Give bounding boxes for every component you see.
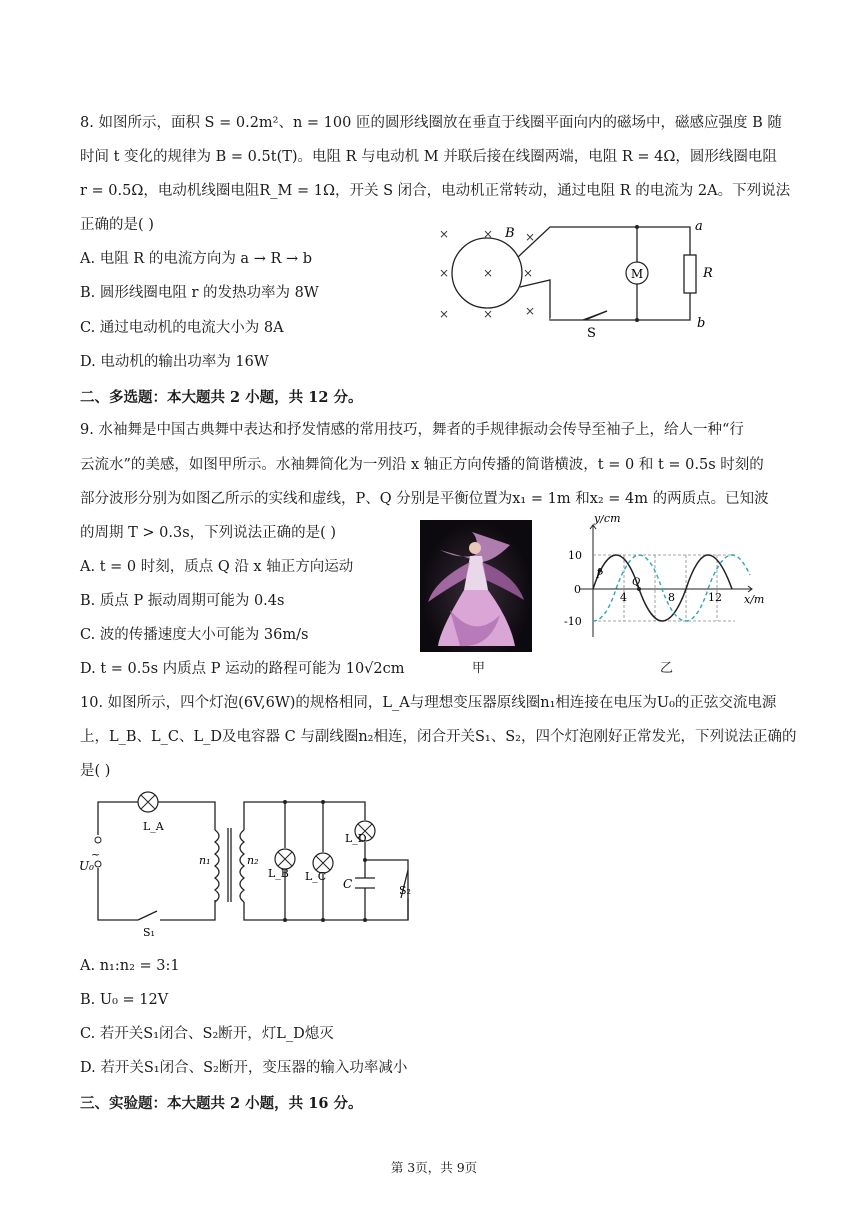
q9-stem-line-4: 的周期 T > 0.3s，下列说法正确的是( ) (80, 525, 337, 541)
q9-stem-line-3: 部分波形分别为如图乙所示的实线和虚线，P、Q 分别是平衡位置为x₁ = 1m 和x₂ = 4m 的两质点。已知波 (80, 491, 769, 507)
graph-xlabel: x/m (744, 593, 765, 606)
q10-transformer-figure (75, 790, 425, 940)
svg-text:×: × (483, 227, 494, 241)
svg-text:×: × (525, 230, 536, 244)
lamp-label-lb: L_B (268, 867, 289, 880)
magnetic-field-crosses (439, 227, 535, 321)
q10-option-b[interactable]: B. U₀ = 12V (80, 992, 169, 1008)
coil-label-n1: n₁ (199, 854, 211, 867)
node-label-b: b (697, 316, 706, 331)
q10-option-c[interactable]: C. 若开关S₁闭合、S₂断开，灯L_D熄灭 (80, 1026, 334, 1042)
caption-yi: 乙 (660, 661, 674, 676)
q10-option-d[interactable]: D. 若开关S₁闭合、S₂断开，变压器的输入功率减小 (80, 1060, 408, 1076)
q8-stem-line-2: 时间 t 变化的规律为 B = 0.5t(T)。电阻 R 与电动机 M 并联后接在线圈两端，电阻 R = 4Ω，圆形线圈电阻 (80, 149, 777, 165)
q10-stem-line-1: 10. 如图所示，四个灯泡(6V,6W)的规格相同，L_A与理想变压器原线圈n₁相连接在电压为U₀的正弦交流电源 (80, 695, 777, 711)
caption-jia: 甲 (472, 661, 486, 676)
graph-ytick-0: 0 (574, 583, 581, 596)
svg-text:×: × (439, 227, 450, 241)
lamp-label-ld: L_D (345, 832, 367, 845)
ac-symbol: ~ (91, 848, 101, 861)
page-footer: 第 3页，共 9页 (390, 1160, 478, 1175)
lamp-label-lc: L_C (305, 870, 327, 883)
capacitor-label-c: C (343, 877, 353, 891)
svg-text:×: × (483, 307, 494, 321)
switch-label-s: S (587, 326, 596, 340)
q8-option-a[interactable]: A. 电阻 R 的电流方向为 a → R → b (80, 251, 313, 267)
q9-option-d[interactable]: D. t = 0.5s 内质点 P 运动的路程可能为 10√2cm (80, 661, 405, 677)
q8-stem-line-3: r = 0.5Ω，电动机线圈电阻R_M = 1Ω，开关 S 闭合，电动机正常转动，通过电阻 R 的电流为 2A。下列说法 (80, 183, 791, 199)
lamp-label-la: L_A (143, 820, 164, 833)
dancer-illustration (420, 520, 532, 652)
graph-ytick-neg10: -10 (564, 615, 582, 628)
q8-option-d[interactable]: D. 电动机的输出功率为 16W (80, 354, 269, 370)
switch-label-s1: S₁ (143, 926, 155, 939)
q9-option-c[interactable]: C. 波的传播速度大小可能为 36m/s (80, 627, 309, 643)
svg-text:×: × (439, 266, 450, 280)
node-label-a: a (695, 219, 703, 234)
resistor-label-r: R (703, 266, 713, 281)
q10-option-a[interactable]: A. n₁:n₂ = 3:1 (80, 958, 180, 974)
q8-option-c[interactable]: C. 通过电动机的电流大小为 8A (80, 320, 284, 336)
graph-ylabel: y/cm (594, 515, 621, 525)
graph-xtick-4: 4 (620, 591, 627, 604)
field-label-b: B (505, 226, 515, 241)
wave-graph (560, 515, 770, 645)
q8-stem-line-1: 8. 如图所示，面积 S = 0.2m²、n = 100 匝的圆形线圈放在垂直于线圈平面向内的磁场中，磁感应强度 B 随 (80, 115, 782, 131)
svg-text:×: × (523, 266, 534, 280)
q8-option-b[interactable]: B. 圆形线圈电阻 r 的发热功率为 8W (80, 285, 319, 301)
graph-point-p: P (596, 570, 603, 581)
graph-xtick-12: 12 (708, 591, 722, 604)
svg-text:×: × (439, 307, 450, 321)
q8-stem-line-4: 正确的是( ) (80, 217, 154, 233)
q9-option-b[interactable]: B. 质点 P 振动周期可能为 0.4s (80, 593, 285, 609)
q9-stem-line-2: 云流水”的美感，如图甲所示。水袖舞简化为一列沿 x 轴正方向传播的简谐横波，t = 0 和 t = 0.5s 时刻的 (80, 457, 764, 473)
coil-label-n2: n₂ (247, 854, 259, 867)
graph-ytick-10: 10 (568, 549, 582, 562)
motor-label: M (630, 267, 644, 281)
q9-option-a[interactable]: A. t = 0 时刻，质点 Q 沿 x 轴正方向运动 (80, 559, 354, 575)
graph-xtick-8: 8 (668, 591, 675, 604)
q8-circuit-figure (425, 215, 725, 340)
q9-stem-line-1: 9. 水袖舞是中国古典舞中表达和抒发情感的常用技巧，舞者的手规律振动会传导至袖子上，给人一种“行 (80, 422, 744, 438)
q10-stem-line-2: 上，L_B、L_C、L_D及电容器 C 与副线圈n₂相连，闭合开关S₁、S₂，四个灯泡刚好正常发光，下列说法正确的 (80, 729, 797, 745)
graph-point-q: Q (632, 577, 641, 588)
svg-text:×: × (483, 266, 494, 280)
switch-label-s2: S₂ (399, 884, 411, 897)
svg-text:×: × (525, 304, 536, 318)
dancer-photo (420, 520, 532, 652)
section-3-heading: 三、实验题：本大题共 2 小题，共 16 分。 (80, 1095, 363, 1112)
source-label-u0: U₀ (79, 859, 94, 873)
section-2-heading: 二、多选题：本大题共 2 小题，共 12 分。 (80, 389, 363, 406)
q10-stem-line-3: 是( ) (80, 763, 111, 779)
